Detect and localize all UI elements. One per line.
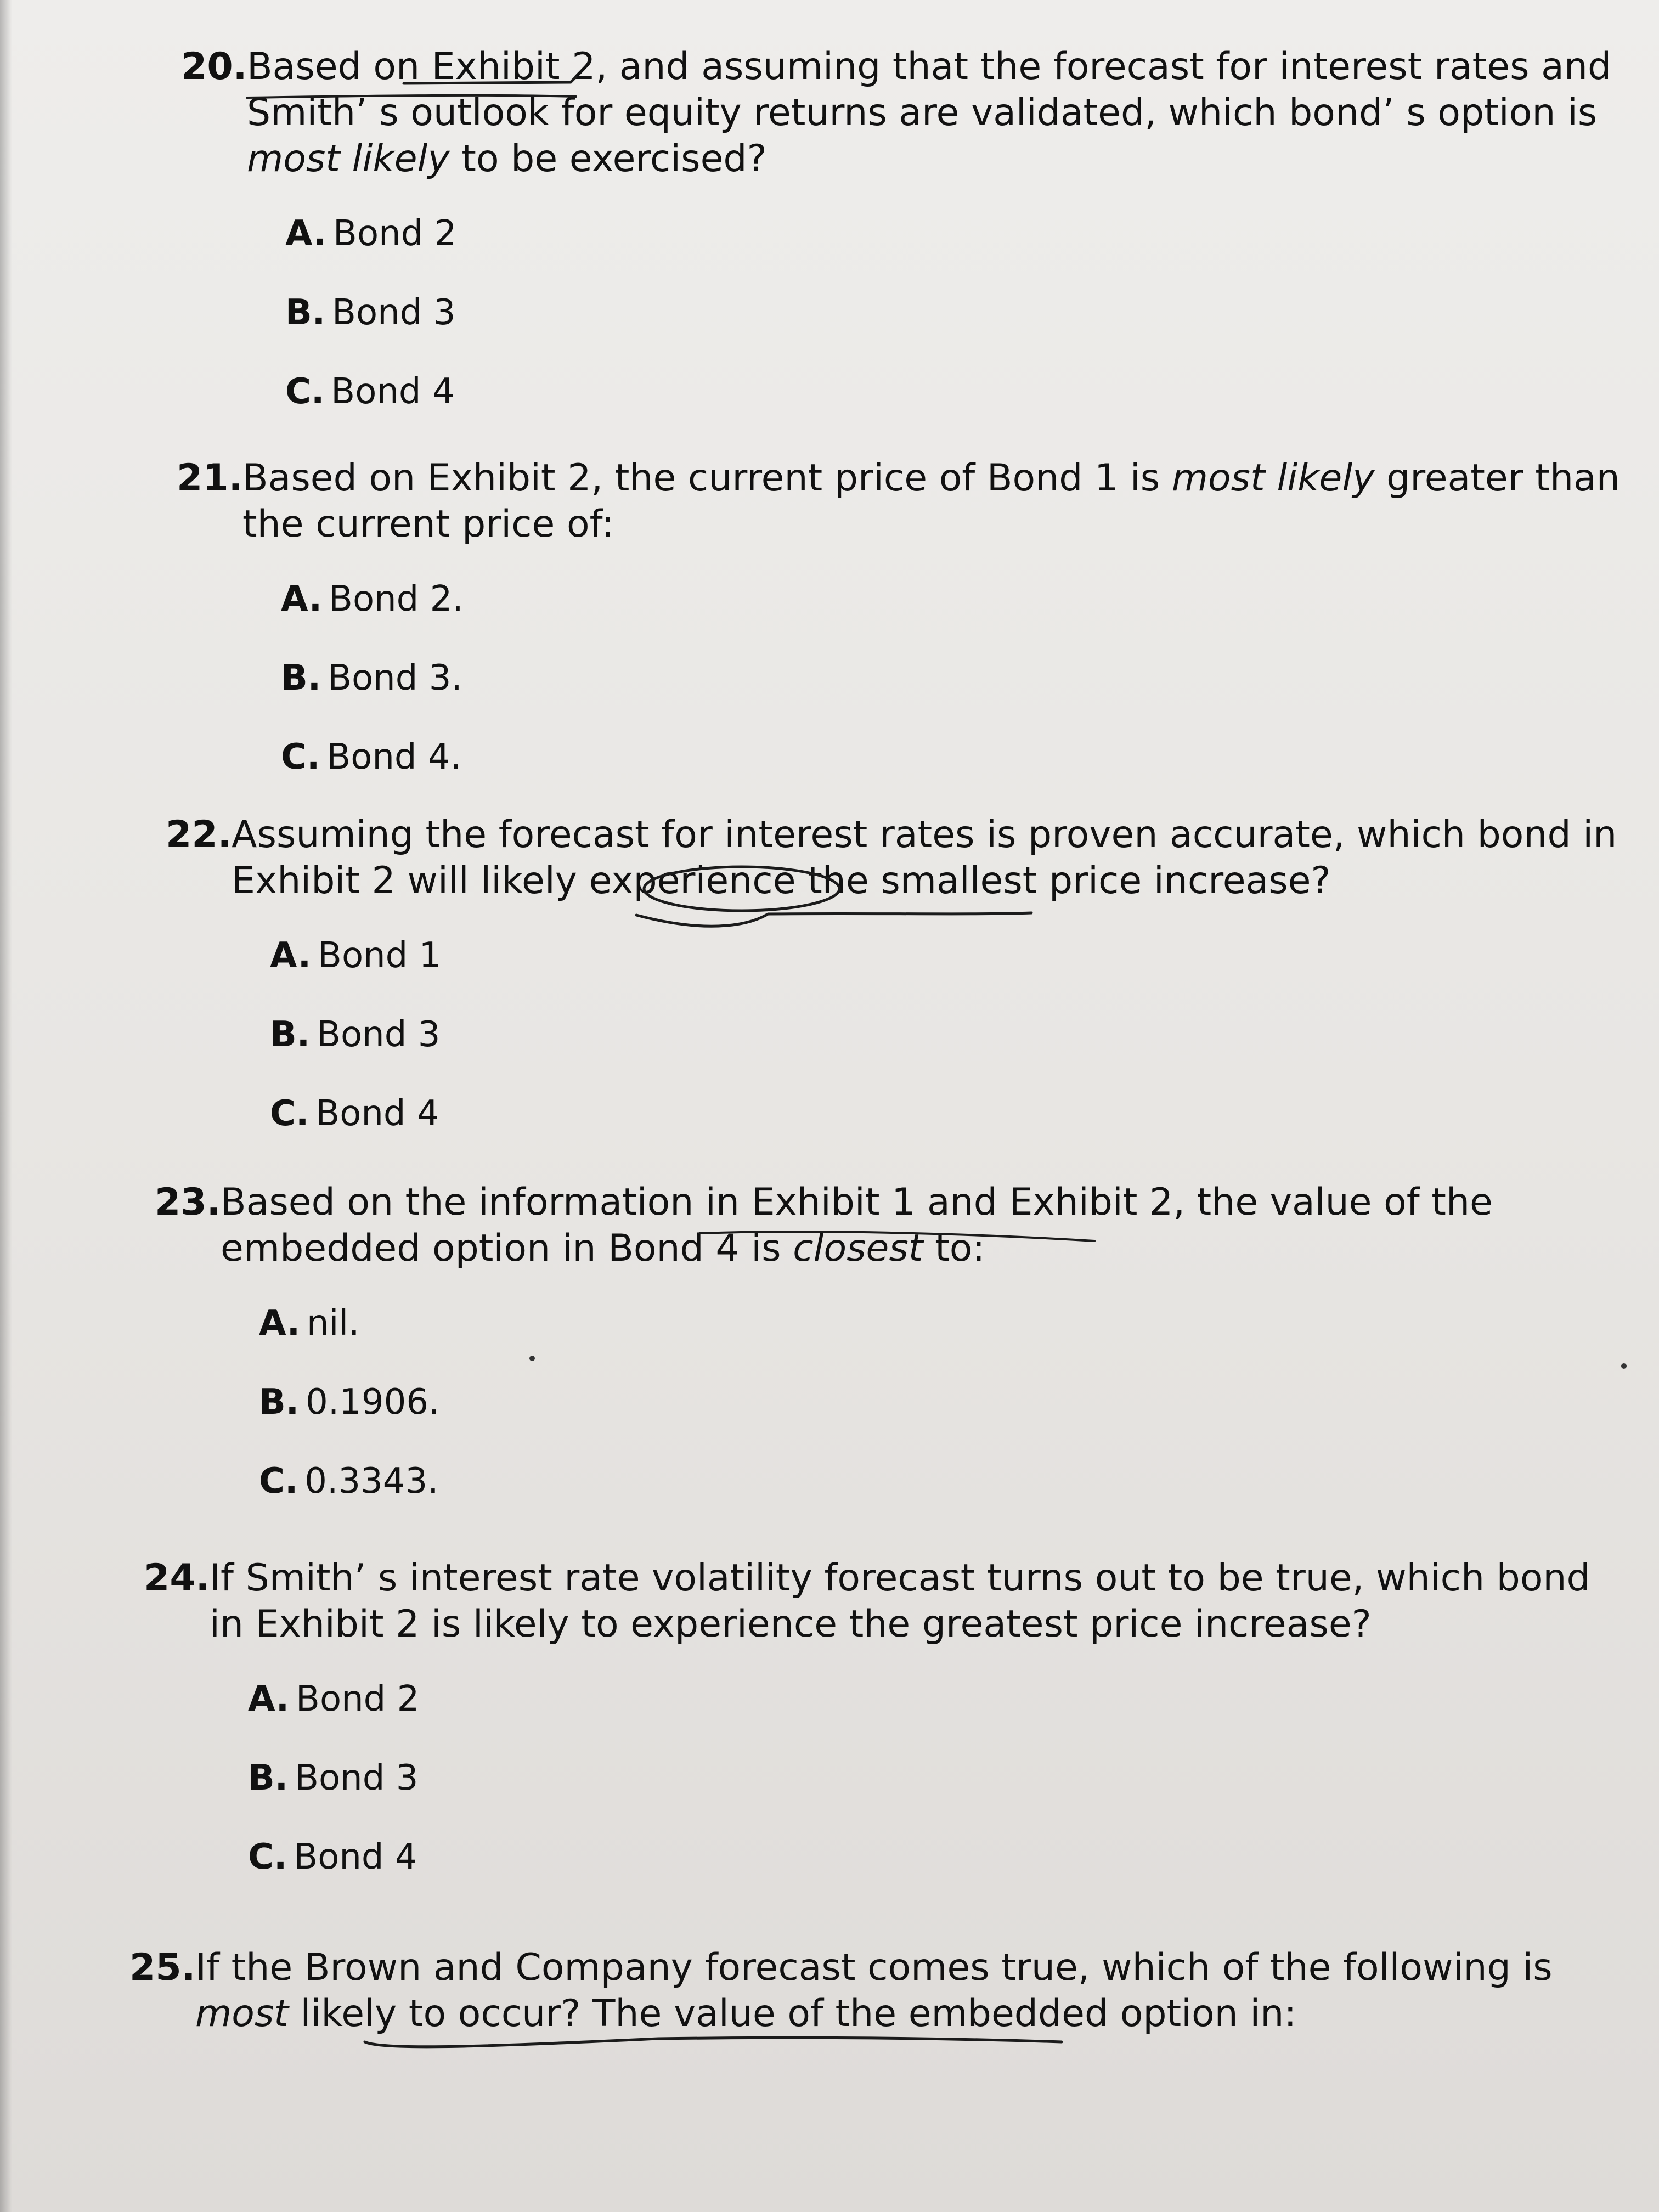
option-b[interactable]: B. Bond 3 <box>285 292 456 333</box>
option-c[interactable]: C. Bond 4 <box>285 371 455 412</box>
option-a[interactable]: A. Bond 2. <box>281 579 464 619</box>
answer-options <box>144 1679 1625 1877</box>
option-c[interactable]: C. Bond 4. <box>281 737 461 777</box>
question-23 <box>155 1180 1636 1541</box>
question-number: 25. <box>129 1946 196 1989</box>
pen-underline-embedded-option <box>365 2038 1062 2046</box>
answer-options <box>181 214 1659 411</box>
option-b[interactable]: B. 0.1906. <box>259 1382 440 1423</box>
question-text: 20. Based on Exhibit 2, and assuming that the forecast for interest rates and Smith’ s outlook for equity returns are validated, which bond’ s option is most likely to be exercised? <box>181 45 1612 180</box>
option-c[interactable]: C. Bond 4 <box>270 1093 439 1134</box>
option-b[interactable]: B. Bond 3. <box>281 658 462 698</box>
option-a[interactable]: A. Bond 2 <box>248 1679 420 1719</box>
question-number: 21. <box>177 456 243 500</box>
question-number: 22. <box>166 813 232 856</box>
answer-options <box>177 579 1658 777</box>
question-22 <box>166 812 1647 1173</box>
page-shadow <box>0 0 12 2212</box>
option-a[interactable]: A. Bond 1 <box>270 935 442 976</box>
option-c[interactable]: C. 0.3343. <box>259 1461 439 1502</box>
option-b[interactable]: B. Bond 3 <box>248 1758 419 1798</box>
option-a[interactable]: A. nil. <box>259 1303 360 1344</box>
question-21 <box>177 455 1658 816</box>
question-text: 22. Assuming the forecast for interest rates is proven accurate, which bond in Exhibit 2 will likely experience the smallest price increase? <box>166 813 1617 902</box>
question-24 <box>144 1555 1625 1916</box>
question-text: 25. If the Brown and Company forecast comes true, which of the following is most likely to occur? The value of the embedded option in: <box>129 1946 1553 2035</box>
question-text: 24. If Smith’ s interest rate volatility forecast turns out to be true, which bond in Exhibit 2 is likely to experience the greatest price increase? <box>144 1556 1590 1646</box>
option-c[interactable]: C. Bond 4 <box>248 1837 417 1877</box>
question-text: 21. Based on Exhibit 2, the current price of Bond 1 is most likely greater than the current price of: <box>177 456 1620 546</box>
answer-options <box>155 1304 1636 1501</box>
question-number: 23. <box>155 1181 221 1224</box>
question-number: 20. <box>181 45 247 88</box>
question-25 <box>129 1945 1611 2037</box>
option-a[interactable]: A. Bond 2 <box>285 213 457 254</box>
question-number: 24. <box>144 1556 210 1600</box>
question-20 <box>181 44 1659 451</box>
question-text: 23. Based on the information in Exhibit 1 and Exhibit 2, the value of the embedded option in Bond 4 is closest to: <box>155 1181 1493 1270</box>
option-b[interactable]: B. Bond 3 <box>270 1014 441 1055</box>
answer-options <box>166 936 1647 1133</box>
